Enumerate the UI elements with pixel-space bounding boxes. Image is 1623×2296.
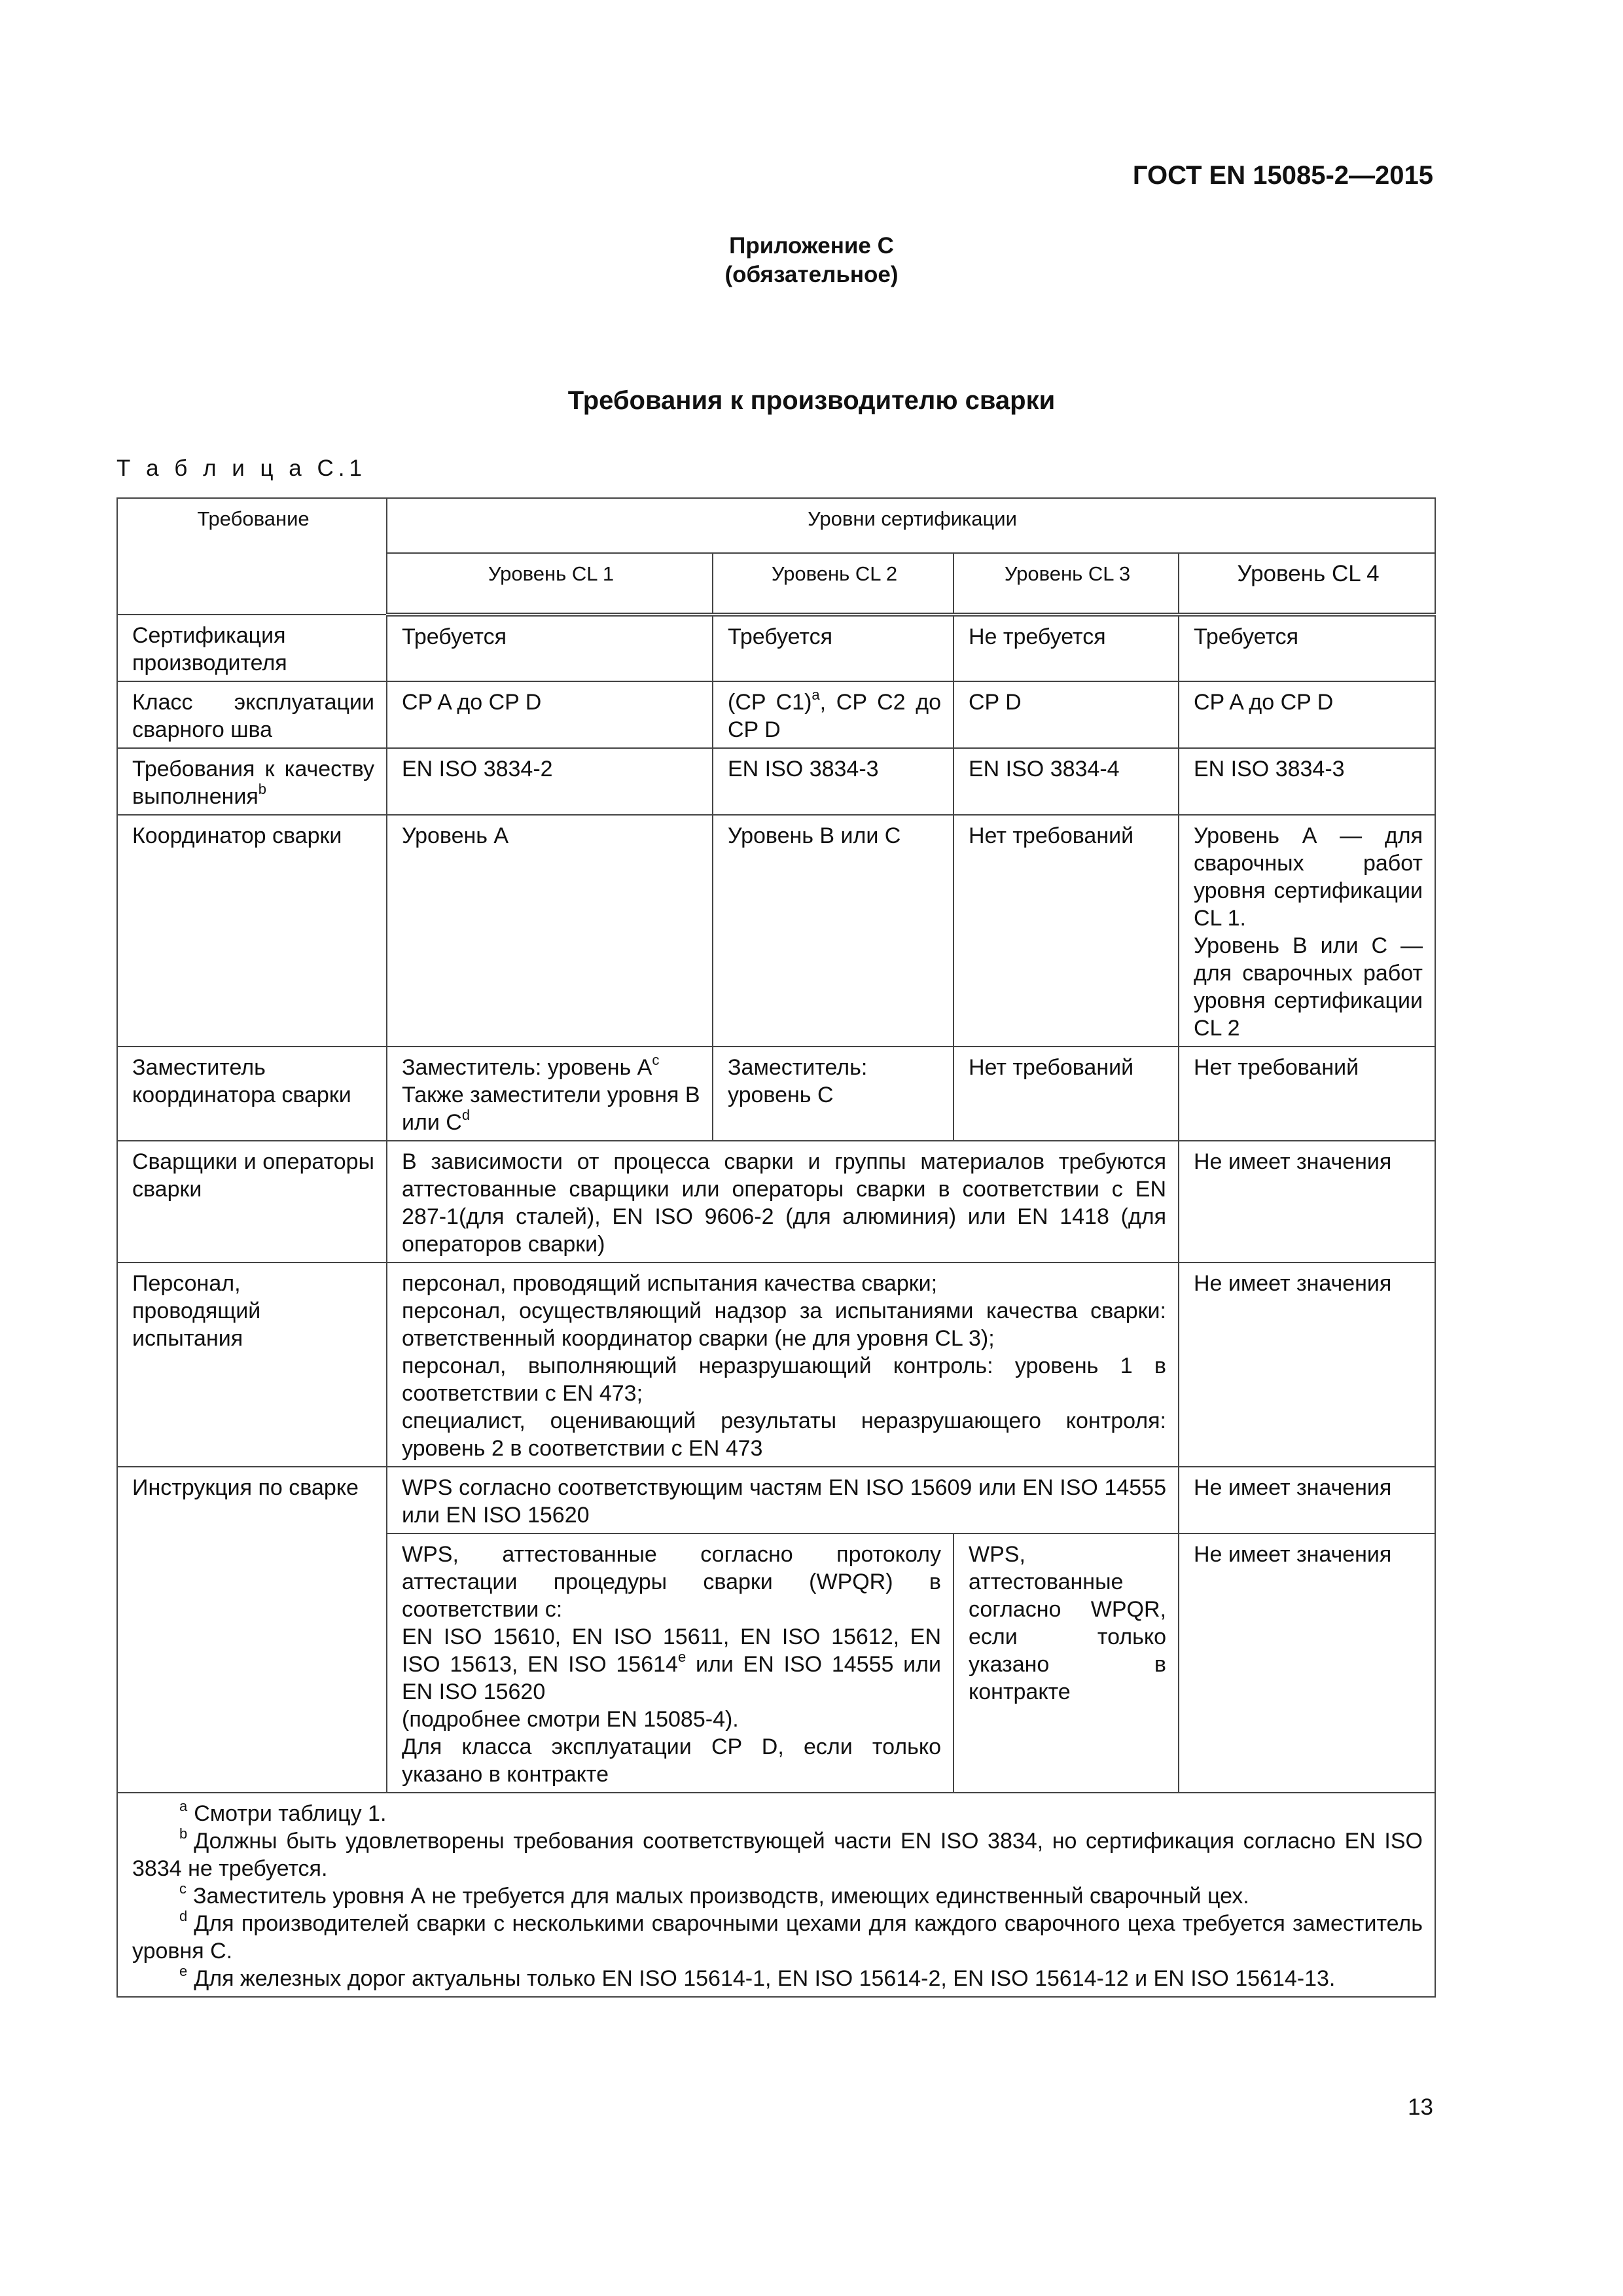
cell-cl4: Нет требований (1179, 1047, 1435, 1141)
table-row (117, 1263, 1435, 1467)
header-level-cl3: Уровень CL 3 (954, 553, 1179, 615)
cell-text: EN ISO 15610, EN ISO 15611, EN ISO 15612, EN ISO 15613, EN ISO 15614 (402, 1624, 941, 1677)
cell-cl3: Не требуется (954, 615, 1179, 681)
footnote-mark: c (179, 1880, 187, 1897)
cell-cl4: Требуется (1179, 615, 1435, 681)
cell-cl1: EN ISO 3834-2 (387, 748, 713, 815)
cell-line: персонал, проводящий испытания качества сварки; (402, 1271, 938, 1296)
cell-cl4: Не имеет значения (1179, 1534, 1435, 1793)
footnote (132, 1797, 1423, 1827)
cell-line (402, 1081, 700, 1136)
cell-cl4 (1179, 815, 1435, 1047)
cell-paragraph: Для класса эксплуатации CP D, если только указано в контракте (402, 1734, 941, 1787)
cell-cl3: Нет требований (954, 815, 1179, 1047)
table-caption: Т а б л и ц а С.1 (116, 456, 366, 481)
document-code: ГОСТ EN 15085-2—2015 (1132, 161, 1433, 190)
header-level-cl4: Уровень CL 4 (1179, 553, 1435, 615)
cell-text: Также заместители уровня В или С (402, 1083, 700, 1135)
footnote-text: Должны быть удовлетворены требования соответствующей части EN ISO 3834, но сертификация согласно EN ISO 3834 не требуется. (132, 1829, 1423, 1881)
table-row (117, 748, 1435, 815)
cell-cl3: CP D (954, 681, 1179, 748)
cell-line: специалист, оценивающий результаты неразрушающего контроля: уровень 2 в соответствии с EN 473 (402, 1408, 1166, 1461)
footnote-text: Для железных дорог актуальны только EN ISO 15614-1, EN ISO 15614-2, EN ISO 15614-12 и EN ISO 15614-13. (194, 1966, 1336, 1991)
row-requirement: Инструкция по сварке (117, 1467, 387, 1793)
footnote-ref-a: a (812, 686, 820, 703)
table-footnotes (117, 1793, 1435, 1997)
cell-cl4: Не имеет значения (1179, 1467, 1435, 1534)
footnote-ref-d: d (461, 1106, 471, 1123)
cell-paragraph: (подробнее смотри EN 15085-4). (402, 1707, 739, 1732)
table-notes-row (117, 1793, 1435, 1997)
cell-line (402, 1051, 700, 1081)
cell-cl1-cl3-merged: В зависимости от процесса сварки и группы материалов требуются аттестованные сварщики или операторы сварки в соответствии с EN 287-1(для сталей), EN ISO 9606-2 (для алюминия) или EN 1418 (для операторов сварки) (387, 1141, 1179, 1263)
cell-line: персонал, выполняющий неразрушающий контроль: уровень 1 в соответствии с EN 473; (402, 1354, 1166, 1406)
cell-cl3: EN ISO 3834-4 (954, 748, 1179, 815)
row-requirement (117, 748, 387, 815)
footnote-text: Заместитель уровня А не требуется для малых производств, имеющих единственный сварочный цех. (193, 1884, 1249, 1909)
row-requirement: Сварщики и операторы сварки (117, 1141, 387, 1263)
cell-paragraph: WPS, аттестованные согласно протоколу аттестации процедуры сварки (WPQR) в соответствии с: (402, 1542, 941, 1622)
cell-cl3: WPS, аттестованные согласно WPQR, если только указано в контракте (954, 1534, 1179, 1793)
footnote-ref-b: b (258, 780, 267, 797)
row-requirement: Координатор сварки (117, 815, 387, 1047)
cell-cl4: Не имеет значения (1179, 1263, 1435, 1467)
cell-paragraph (402, 1623, 941, 1706)
cell-paragraph: Уровень В или С — для сварочных работ уровня сертификации CL 2 (1194, 933, 1423, 1041)
cell-cl4: EN ISO 3834-3 (1179, 748, 1435, 815)
footnote-mark: b (179, 1825, 188, 1842)
footnote (132, 1907, 1423, 1965)
table-row (117, 681, 1435, 748)
cell-cl1-cl2-merged (387, 1534, 954, 1793)
header-level-cl2: Уровень CL 2 (713, 553, 954, 615)
table-header-row (117, 498, 1435, 553)
table-row (117, 815, 1435, 1047)
section-title: Требования к производителю сварки (567, 386, 1056, 415)
cell-cl1: Уровень А (387, 815, 713, 1047)
footnote-mark: e (179, 1962, 188, 1979)
footnote (132, 1962, 1423, 1992)
page-number: 13 (1408, 2094, 1433, 2120)
footnote-text: Смотри таблицу 1. (194, 1801, 387, 1826)
cell-text: , CP C2 до CP D (728, 690, 941, 742)
cell-text: Требования к качеству выполнения (132, 757, 374, 809)
cell-cl4: CP A до CP D (1179, 681, 1435, 748)
header-requirement: Требование (117, 498, 387, 615)
footnote-text: Для производителей сварки с несколькими сварочными цехами для каждого сварочного цеха требуется заместитель уровня С. (132, 1911, 1423, 1964)
annex-title: Приложение С (729, 233, 894, 259)
cell-text: или EN ISO 14555 или EN ISO 15620 (402, 1652, 941, 1704)
cell-cl1-cl3-merged (387, 1263, 1179, 1467)
table-row (117, 615, 1435, 681)
row-requirement: Персонал, проводящий испытания (117, 1263, 387, 1467)
cell-cl2: Уровень В или С (713, 815, 954, 1047)
cell-cl3: Нет требований (954, 1047, 1179, 1141)
cell-cl1-cl3-merged: WPS согласно соответствующим частям EN ISO 15609 или EN ISO 14555 или EN ISO 15620 (387, 1467, 1179, 1534)
footnote-ref-e: e (677, 1648, 687, 1665)
table-row (117, 1141, 1435, 1263)
row-requirement: Сертификация производителя (117, 615, 387, 681)
table-row (117, 1047, 1435, 1141)
cell-cl2: EN ISO 3834-3 (713, 748, 954, 815)
cell-cl2: Требуется (713, 615, 954, 681)
footnote (132, 1882, 1423, 1910)
cell-text: Заместитель: уровень А (402, 1055, 652, 1080)
footnote (132, 1827, 1423, 1882)
cell-cl1: CP A до CP D (387, 681, 713, 748)
row-requirement: Класс эксплуатации сварного шва (117, 681, 387, 748)
cell-cl1 (387, 1047, 713, 1141)
cell-cl2: Заместитель: уровень С (713, 1047, 954, 1141)
cell-cl4: Не имеет значения (1179, 1141, 1435, 1263)
header-certification-levels: Уровни сертификации (387, 498, 1435, 553)
cell-cl2 (713, 681, 954, 748)
annex-status: (обязательное) (724, 262, 899, 287)
header-level-cl1: Уровень CL 1 (387, 553, 713, 615)
footnote-mark: a (179, 1797, 188, 1814)
row-requirement: Заместитель координатора сварки (117, 1047, 387, 1141)
footnote-ref-c: c (652, 1051, 660, 1068)
requirements-table (116, 497, 1436, 1998)
cell-line: персонал, осуществляющий надзор за испытаниями качества сварки: ответственный координатор сварки (не для уровня CL 3); (402, 1299, 1166, 1351)
cell-text: (CP C1) (728, 690, 812, 715)
footnote-mark: d (179, 1907, 188, 1924)
table-row (117, 1467, 1435, 1534)
cell-cl1: Требуется (387, 615, 713, 681)
cell-paragraph: Уровень А — для сварочных работ уровня сертификации CL 1. (1194, 823, 1423, 931)
annex-heading (0, 232, 1623, 289)
